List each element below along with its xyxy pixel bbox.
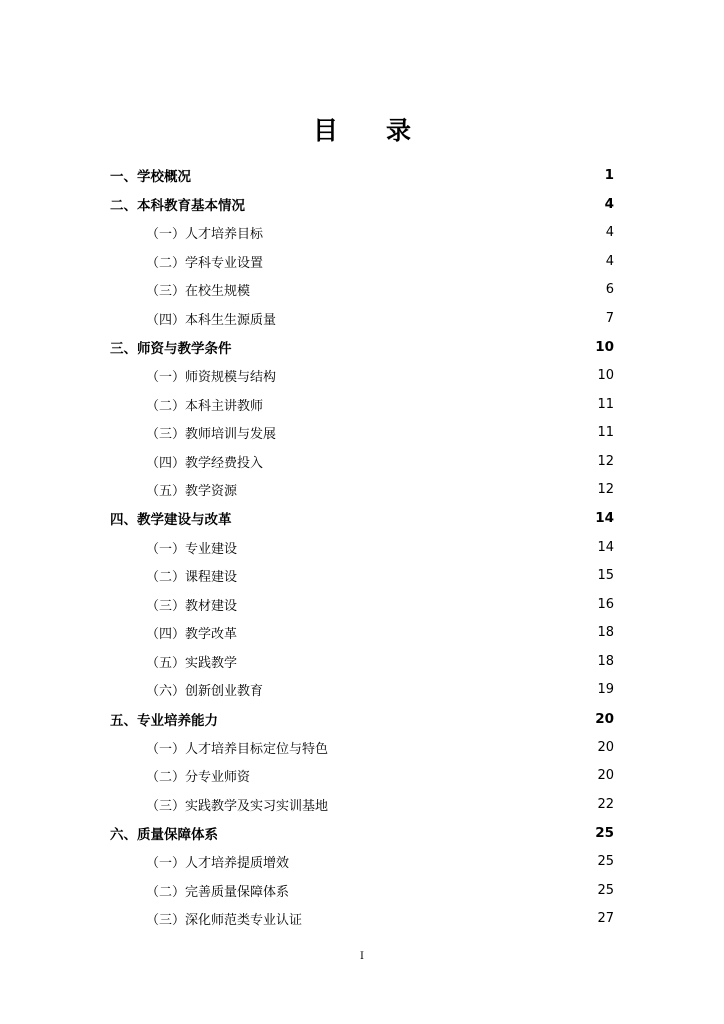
- toc-page-number: 19: [597, 682, 614, 698]
- toc-subsection-entry[interactable]: [110, 418, 614, 447]
- toc-page-number: 20: [597, 768, 614, 784]
- toc-dot-leader: [268, 397, 594, 411]
- toc-dot-leader: [333, 797, 594, 811]
- toc-dot-leader: [242, 597, 594, 611]
- toc-entry-label: （五）实践教学: [146, 655, 238, 671]
- toc-dot-leader: [196, 168, 601, 182]
- toc-dot-leader: [281, 368, 594, 382]
- toc-subsection-entry[interactable]: [110, 561, 614, 590]
- toc-page-number: 11: [597, 425, 614, 441]
- toc-entry-label: （四）本科生生源质量: [146, 312, 277, 328]
- toc-entry-label: （二）本科主讲教师: [146, 398, 264, 414]
- toc-entry-label: （二）学科专业设置: [146, 255, 264, 271]
- toc-subsection-entry[interactable]: [110, 761, 614, 790]
- toc-page-number: 16: [597, 596, 614, 612]
- toc-subsection-entry[interactable]: [110, 304, 614, 333]
- toc-dot-leader: [281, 426, 594, 440]
- toc-subsection-entry[interactable]: [110, 390, 614, 419]
- toc-entry-label: 五、专业培养能力: [110, 712, 218, 729]
- toc-dot-leader: [268, 254, 601, 268]
- toc-dot-leader: [242, 483, 594, 497]
- toc-entry-label: （一）人才培养目标定位与特色: [146, 741, 329, 757]
- toc-dot-leader: [294, 883, 594, 897]
- toc-page-number: 6: [605, 282, 614, 298]
- toc-dot-leader: [250, 197, 601, 211]
- toc-entry-label: （一）人才培养目标: [146, 226, 264, 242]
- toc-entry-label: 四、教学建设与改革: [110, 512, 232, 529]
- toc-page-number: 25: [597, 882, 614, 898]
- toc-entry-label: （二）课程建设: [146, 570, 238, 586]
- toc-page-number: 14: [597, 539, 614, 555]
- toc-subsection-entry[interactable]: [110, 218, 614, 247]
- toc-dot-leader: [255, 769, 594, 783]
- toc-dot-leader: [242, 540, 594, 554]
- toc-section-entry[interactable]: [110, 161, 614, 190]
- toc-dot-leader: [307, 912, 594, 926]
- toc-dot-leader: [333, 740, 594, 754]
- toc-subsection-entry[interactable]: [110, 476, 614, 505]
- toc-subsection-entry[interactable]: [110, 847, 614, 876]
- toc-subsection-entry[interactable]: [110, 904, 614, 933]
- toc-page-number: 27: [597, 911, 614, 927]
- toc-page-number: 20: [597, 739, 614, 755]
- toc-entry-label: （一）师资规模与结构: [146, 369, 277, 385]
- toc-page-number: 4: [604, 195, 614, 212]
- toc-subsection-entry[interactable]: [110, 876, 614, 905]
- toc-page-number: 18: [597, 653, 614, 669]
- toc-entry-label: 一、学校概况: [110, 169, 191, 186]
- toc-dot-leader: [281, 311, 601, 325]
- toc-page-number: 12: [597, 482, 614, 498]
- toc-subsection-entry[interactable]: [110, 275, 614, 304]
- toc-subsection-entry[interactable]: [110, 733, 614, 762]
- toc-entry-label: （二）完善质量保障体系: [146, 884, 290, 900]
- toc-page-number: 14: [595, 510, 614, 527]
- toc-dot-leader: [237, 511, 593, 525]
- toc-page-number: 10: [597, 367, 614, 383]
- toc-entry-label: 三、师资与教学条件: [110, 340, 232, 357]
- page-title: 目录: [312, 116, 459, 145]
- toc-entry-label: 二、本科教育基本情况: [110, 197, 245, 214]
- toc-section-entry[interactable]: [110, 504, 614, 533]
- toc-page-number: 25: [595, 824, 614, 841]
- toc-section-entry[interactable]: [110, 333, 614, 362]
- toc-dot-leader: [268, 454, 594, 468]
- toc-subsection-entry[interactable]: [110, 361, 614, 390]
- toc-dot-leader: [223, 826, 592, 840]
- toc-subsection-entry[interactable]: [110, 676, 614, 705]
- toc-entry-label: （四）教学改革: [146, 627, 238, 643]
- toc-dot-leader: [268, 683, 594, 697]
- toc-dot-leader: [268, 225, 601, 239]
- toc-entry-label: （六）创新创业教育: [146, 684, 264, 700]
- toc-page-number: 18: [597, 625, 614, 641]
- toc-subsection-entry[interactable]: [110, 247, 614, 276]
- toc-entry-label: （三）教材建设: [146, 598, 238, 614]
- toc-entry-label: （三）实践教学及实习实训基地: [146, 798, 329, 814]
- toc-entry-label: （四）教学经费投入: [146, 455, 264, 471]
- toc-page-number: 12: [597, 453, 614, 469]
- toc-entry-label: （二）分专业师资: [146, 770, 251, 786]
- toc-page-number: 25: [597, 854, 614, 870]
- toc-subsection-entry[interactable]: [110, 590, 614, 619]
- toc-page-number: 22: [597, 796, 614, 812]
- toc-page-number: 7: [605, 310, 614, 326]
- toc-dot-leader: [237, 340, 593, 354]
- toc-entry-label: （三）在校生规模: [146, 284, 251, 300]
- toc-entry-label: （三）深化师范类专业认证: [146, 913, 303, 929]
- toc-dot-leader: [242, 626, 594, 640]
- toc-subsection-entry[interactable]: [110, 790, 614, 819]
- toc-dot-leader: [223, 712, 592, 726]
- toc-page-number: 20: [595, 710, 614, 727]
- toc-page-number: 4: [605, 224, 614, 240]
- toc-entry-label: （三）教师培训与发展: [146, 427, 277, 443]
- toc-page-number: 11: [597, 396, 614, 412]
- toc-dot-leader: [255, 283, 601, 297]
- toc-page-number: 10: [595, 338, 614, 355]
- toc-dot-leader: [242, 569, 594, 583]
- toc-subsection-entry[interactable]: [110, 647, 614, 676]
- toc-page-number: 1: [604, 167, 614, 184]
- toc-entry-label: （一）人才培养提质增效: [146, 856, 290, 872]
- toc-section-entry[interactable]: [110, 190, 614, 219]
- toc-subsection-entry[interactable]: [110, 447, 614, 476]
- page-number-footer: I: [360, 951, 364, 962]
- toc-entry-label: 六、质量保障体系: [110, 826, 218, 843]
- toc-entry-label: （一）专业建设: [146, 541, 238, 557]
- table-of-contents: [110, 161, 614, 933]
- toc-page-number: 4: [605, 253, 614, 269]
- toc-dot-leader: [242, 654, 594, 668]
- toc-entry-label: （五）教学资源: [146, 484, 238, 500]
- toc-dot-leader: [294, 855, 594, 869]
- toc-subsection-entry[interactable]: [110, 619, 614, 648]
- toc-subsection-entry[interactable]: [110, 533, 614, 562]
- toc-page-number: 15: [597, 568, 614, 584]
- toc-section-entry[interactable]: [110, 704, 614, 733]
- toc-section-entry[interactable]: [110, 819, 614, 848]
